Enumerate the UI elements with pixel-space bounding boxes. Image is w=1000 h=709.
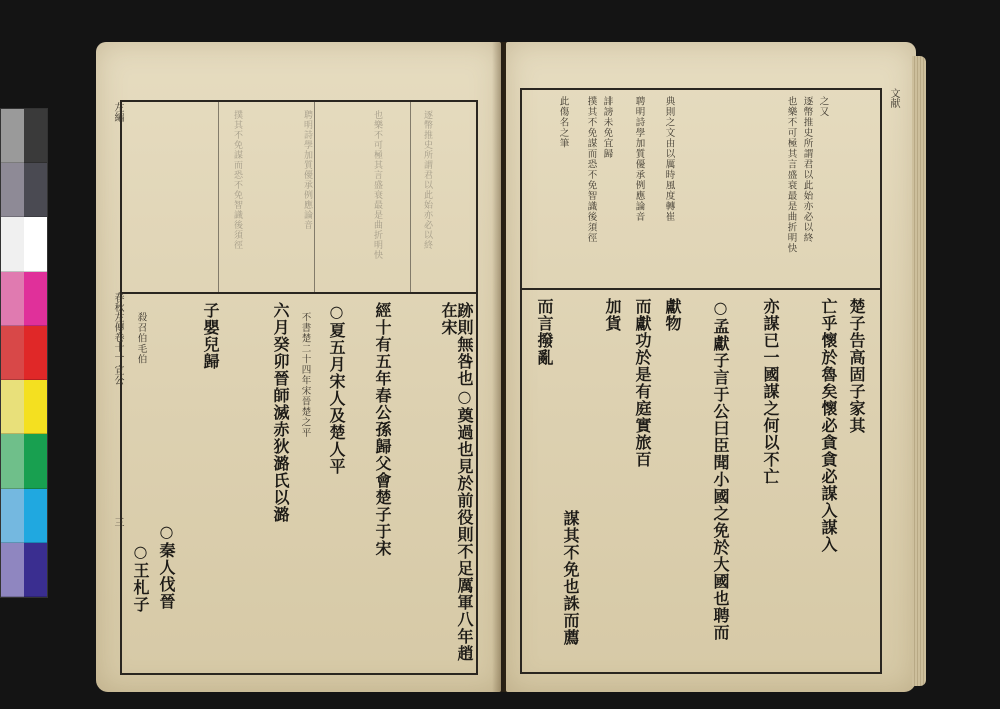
calibration-swatch xyxy=(24,217,47,271)
text-column: 加貨 xyxy=(603,298,622,332)
calibration-swatch xyxy=(24,326,47,380)
text-column: 楚子告高固子家其 xyxy=(847,298,866,434)
text-column: 跡則無咎也○奠過也見於前役則不足厲軍八年趙在宋 xyxy=(439,302,474,662)
calibration-swatch xyxy=(1,434,24,488)
text-column: ○夏五月宋人及楚人平 xyxy=(327,302,346,475)
commentary-column: 撲其不免謀而恐不免智識後須徑 xyxy=(585,96,597,243)
left-page-frame xyxy=(120,100,478,675)
show-through-text: 也樂不可極其言盛衰最是曲折明快 xyxy=(372,110,382,260)
text-column: 謀其不免也誅而薦 xyxy=(561,510,580,646)
margin-label-bottom: 春秋左傳卷十一 宣公 xyxy=(112,292,123,386)
calibration-swatch xyxy=(1,489,24,543)
calibration-swatch xyxy=(1,380,24,434)
commentary-column: 誹謗未免宜歸 xyxy=(601,96,613,159)
page-number: 三 xyxy=(112,517,123,527)
calibration-swatch xyxy=(1,326,24,380)
right-page xyxy=(506,42,916,692)
calibration-swatch xyxy=(1,217,24,271)
text-column: 六月癸卯晉師滅赤狄潞氏以潞 xyxy=(271,302,290,523)
commentary-column: 此傷名之筆 xyxy=(557,96,569,149)
commentary-column: 典則之文由以厲時風度轉崔 xyxy=(663,96,675,222)
text-column: 亡乎懷於魯矣懷必貪貪必謀入謀入 xyxy=(819,298,838,553)
calibration-swatch xyxy=(1,109,24,163)
calibration-swatch xyxy=(24,489,47,543)
text-column: 而獻功於是有庭實旅百 xyxy=(633,298,652,468)
commentary-column: 不書楚二十四年宋晉楚之平 xyxy=(299,312,311,438)
margin-label: 文献 xyxy=(888,88,899,108)
calibration-swatch xyxy=(24,272,47,326)
text-column: 經十有五年春公孫歸父會楚子于宋 xyxy=(373,302,392,557)
left-page xyxy=(96,42,501,692)
text-column: 獻物 xyxy=(663,298,682,332)
commentary-column: 殺召伯毛伯 xyxy=(135,312,147,365)
show-through-text: 撲其不免謀而恐不免智識後須徑 xyxy=(232,110,242,250)
calibration-swatch xyxy=(1,272,24,326)
calibration-swatch xyxy=(24,380,47,434)
open-book xyxy=(96,42,916,698)
page-edges xyxy=(912,56,926,686)
color-calibration-strip xyxy=(0,108,48,598)
right-page-frame xyxy=(520,88,882,674)
text-column: ○孟獻子言于公曰臣聞小國之免於大國也聘而 xyxy=(711,298,730,641)
commentary-column: 之又 xyxy=(817,96,829,117)
calibration-swatch xyxy=(24,109,47,163)
show-through-text: 聘明詩學加質優承例應論音 xyxy=(302,110,312,230)
show-through-text: 逐幣推史所謂君以此始亦必以終 xyxy=(422,110,432,250)
faint-column-rule xyxy=(218,102,219,292)
commentary-column: 逐幣推史所謂君以此始亦必以終 xyxy=(801,96,813,243)
text-column: ○秦人伐晉 xyxy=(157,522,176,610)
margin-label-top: 左編 xyxy=(112,102,123,122)
left-frame-divider xyxy=(122,292,476,294)
faint-column-rule xyxy=(410,102,411,292)
text-column: 而言撥亂 xyxy=(535,298,554,366)
text-column: 子嬰兒歸 xyxy=(201,302,220,370)
calibration-swatch xyxy=(1,543,24,597)
calibration-swatch xyxy=(24,434,47,488)
commentary-column: 聘明詩學加質優承例應論音 xyxy=(633,96,645,222)
text-column: 亦謀已一國謀之何以不亡 xyxy=(761,298,780,485)
commentary-column: 也樂不可極其言盛衰最是曲折明快 xyxy=(785,96,797,254)
calibration-swatch xyxy=(24,163,47,217)
calibration-swatch xyxy=(1,163,24,217)
text-column: ○王札子 xyxy=(131,542,150,613)
right-frame-divider xyxy=(522,288,880,290)
faint-column-rule xyxy=(314,102,315,292)
calibration-swatch xyxy=(24,543,47,597)
